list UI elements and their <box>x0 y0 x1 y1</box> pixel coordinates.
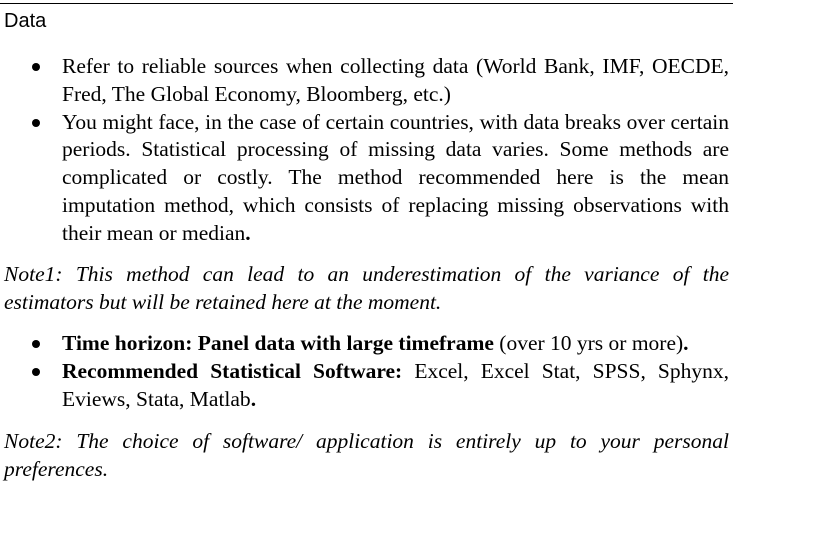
bullet-icon <box>32 368 40 376</box>
bullet-icon <box>32 340 40 348</box>
list-item-end: . <box>245 220 251 245</box>
list-item-text: You might face, in the case of certain countries, with data breaks over certain periods. Statistical processing of missing data varies. Some methods are complicated or costly. The method recommended here is the mean imputation method, which consists of replacing missing observations with their mean or median <box>62 109 729 245</box>
note-1-line-2: estimators but will be retained here at the moment. <box>4 289 442 314</box>
list-item-end: . <box>250 386 257 411</box>
bullet-icon <box>32 63 40 71</box>
list-item <box>30 358 729 414</box>
note-1-line-1: Note1: This method can lead to an underestimation of the variance of the <box>4 262 729 286</box>
bullet-list-sources <box>30 53 729 248</box>
list-item-text: (over 10 yrs or more) <box>493 331 684 355</box>
section-heading: Data <box>4 10 47 32</box>
list-item-text: Excel, Excel Stat, SPSS, Sphynx, Eviews, Stata, Matlab <box>62 358 729 411</box>
note-1 <box>4 261 729 317</box>
list-item <box>30 53 729 109</box>
bullet-icon <box>32 119 40 127</box>
list-item-end: . <box>683 331 689 355</box>
top-rule <box>0 3 733 4</box>
list-item <box>30 109 729 248</box>
note-2-line-1: Note2: The choice of software/ application is entirely up to your personal <box>4 429 729 453</box>
note-2-line-2: preferences. <box>4 456 109 481</box>
list-item-text: Refer to reliable sources when collecting data (World Bank, IMF, OECDE, Fred, The Global Economy, Bloomberg, etc.) <box>62 54 729 106</box>
bullet-list-requirements <box>30 330 729 413</box>
list-item <box>30 330 729 358</box>
list-item-bold: Recommended Statistical Software: <box>62 358 403 383</box>
note-2 <box>4 428 729 484</box>
list-item-bold: Time horizon: Panel data with large timeframe <box>62 331 494 355</box>
